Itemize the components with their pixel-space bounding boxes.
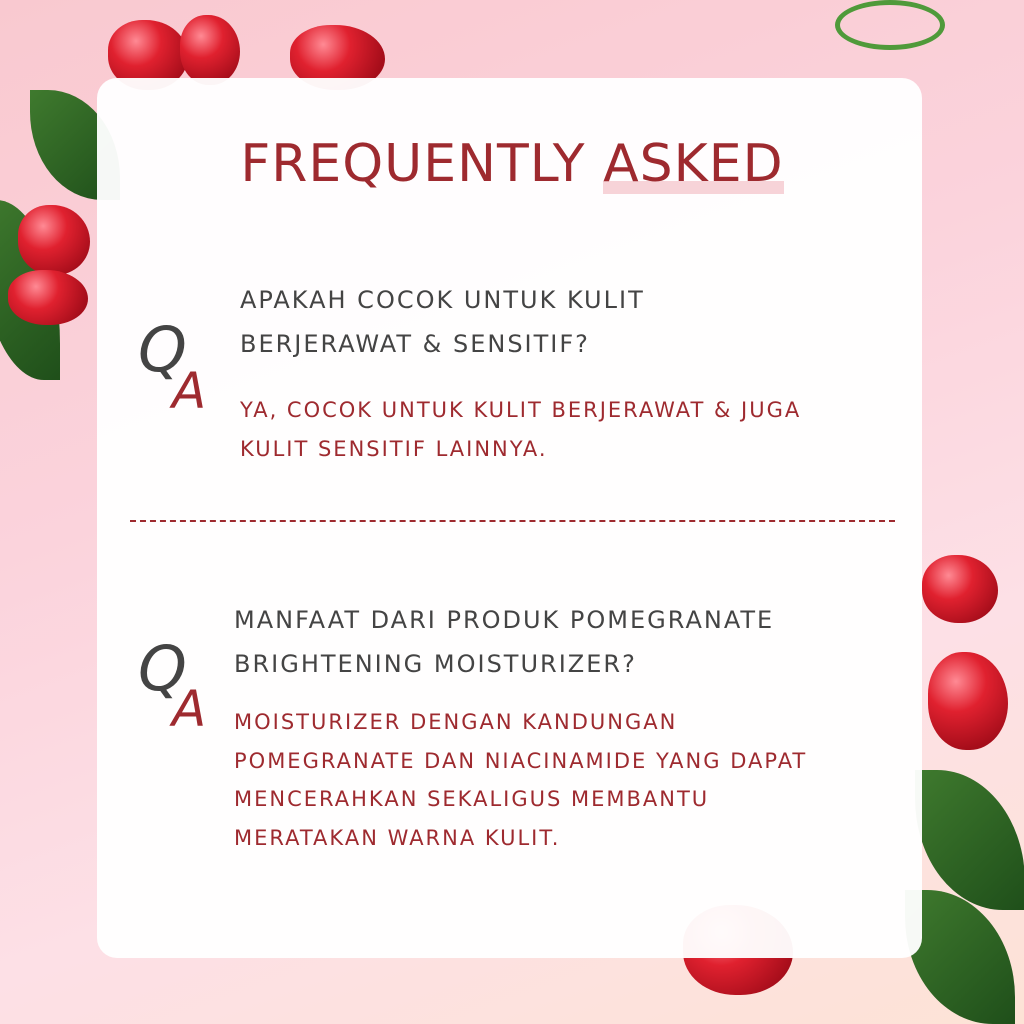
question-line: MANFAAT DARI PRODUK POMEGRANATE [234, 606, 775, 634]
decor-stem [835, 0, 945, 50]
faq-question-1 [240, 278, 645, 366]
answer-line: POMEGRANATE DAN NIACINAMIDE YANG DAPAT [234, 748, 808, 773]
decor-seed [922, 555, 998, 623]
answer-line: KULIT SENSITIF LAINNYA. [240, 436, 548, 461]
decor-seed [180, 15, 240, 85]
faq-question-2 [234, 598, 774, 686]
faq-answer-2 [234, 703, 807, 857]
answer-line: MOISTURIZER DENGAN KANDUNGAN [234, 710, 678, 734]
q-marker: Q [138, 313, 187, 386]
faq-answer-1 [240, 391, 801, 468]
answer-line: MENCERAHKAN SEKALIGUS MEMBANTU [234, 787, 710, 811]
answer-line: MERATAKAN WARNA KULIT. [234, 825, 561, 850]
a-marker: A [172, 680, 207, 738]
question-line: BERJERAWAT & SENSITIF? [240, 330, 590, 358]
decor-seed [8, 270, 88, 325]
a-marker: A [172, 362, 207, 420]
question-line: APAKAH COCOK UNTUK KULIT [240, 286, 645, 314]
title-main: FREQUENTLY [240, 134, 586, 194]
page-title [0, 134, 1024, 194]
decor-seed [18, 205, 90, 275]
decor-leaf [915, 770, 1024, 910]
answer-line: YA, COCOK UNTUK KULIT BERJERAWAT & JUGA [240, 398, 802, 422]
question-line: BRIGHTENING MOISTURIZER? [234, 650, 637, 678]
title-highlight: ASKED [603, 134, 784, 194]
divider [130, 520, 895, 522]
q-marker: Q [138, 632, 187, 705]
decor-seed [928, 652, 1008, 750]
